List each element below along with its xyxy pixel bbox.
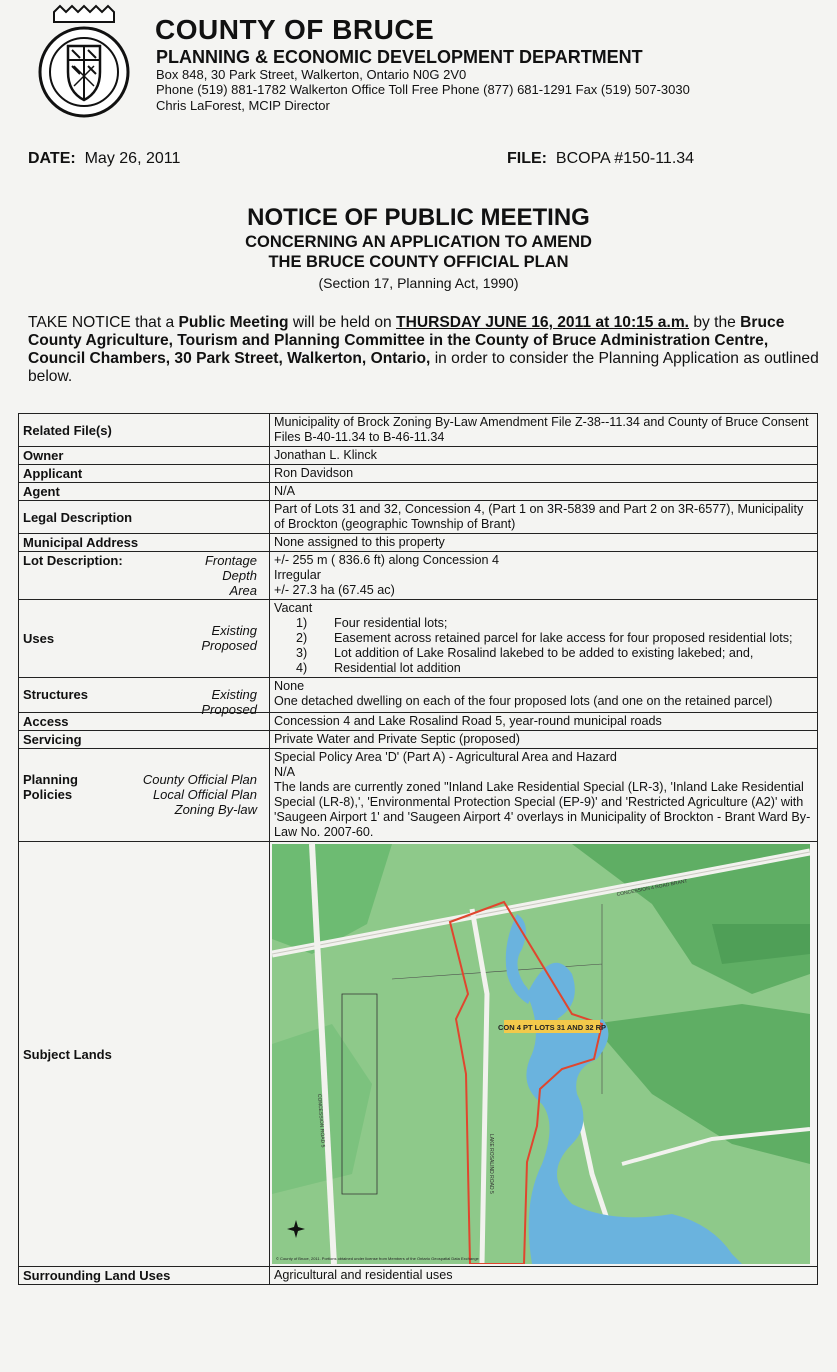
- date-value: May 26, 2011: [84, 150, 181, 167]
- uses-cell: [19, 600, 270, 678]
- structures-cell: [19, 678, 270, 717]
- planning-label-line: Policies: [23, 787, 73, 802]
- area-label: Area: [229, 583, 257, 598]
- planning-sublabels: [143, 772, 257, 817]
- structures-proposed-value: One detached dwelling on each of the four proposed lots (and one on the retained parcel): [274, 694, 773, 708]
- map-copyright: © County of Bruce, 2011. Portions obtained under license from Members of the Ontario Geospatial Data Exchange: [276, 1256, 479, 1261]
- map-road-label: LAKE ROSALIND ROAD 5: [488, 1134, 494, 1194]
- row-subject-lands: [19, 842, 818, 1267]
- subject-lands-map: [272, 844, 810, 1264]
- applicant-label: Applicant: [19, 465, 270, 483]
- municipal-address-value: None assigned to this property: [270, 534, 818, 552]
- agent-value: N/A: [270, 483, 818, 501]
- access-label: Access: [19, 713, 270, 731]
- frontage-label: Frontage: [204, 553, 257, 568]
- structures-proposed-label: Proposed: [201, 702, 257, 717]
- department-name: PLANNING & ECONOMIC DEVELOPMENT DEPARTMENT: [156, 47, 643, 67]
- item-text: Easement across retained parcel for lake access for four proposed residential lots;: [334, 631, 793, 645]
- director-line: Chris LaForest, MCIP Director: [156, 98, 330, 113]
- item-number: 4): [296, 661, 308, 675]
- planning-policies-label: [23, 772, 78, 802]
- intro-text: in order to consider the Planning Application as outlined below.: [28, 350, 819, 385]
- servicing-label: Servicing: [19, 731, 270, 749]
- uses-proposed-item: [274, 616, 813, 631]
- area-value: +/- 27.3 ha (67.45 ac): [274, 583, 395, 597]
- item-number: 1): [296, 616, 308, 630]
- county-plan-label: County Official Plan: [142, 772, 257, 787]
- application-table: [18, 413, 818, 1285]
- related-files-value: Municipality of Brock Zoning By-Law Amendment File Z-38--11.34 and County of Bruce Consent Files B-40-11.34 to B-46-11.34: [270, 414, 818, 447]
- zoning-bylaw-label: Zoning By-law: [174, 802, 257, 817]
- file-label: FILE:: [507, 150, 547, 167]
- intro-meeting: Public Meeting: [178, 314, 289, 331]
- row-planning-policies: [19, 749, 818, 842]
- intro-date-time: THURSDAY JUNE 16, 2011 at 10:15 a.m.: [396, 314, 690, 331]
- item-text: Four residential lots;: [334, 616, 448, 630]
- notice-subtitle-1: CONCERNING AN APPLICATION TO AMEND: [245, 233, 592, 251]
- address: Box 848, 30 Park Street, Walkerton, Ontario N0G 2V0: [156, 67, 467, 82]
- servicing-value: Private Water and Private Septic (proposed): [270, 731, 818, 749]
- structures-values: [270, 678, 818, 713]
- intro-text: TAKE NOTICE that a: [28, 314, 179, 331]
- row-uses: [19, 600, 818, 678]
- planning-policies-values: [270, 749, 818, 842]
- planning-label-line: Planning: [23, 772, 78, 787]
- uses-proposed-item: [274, 631, 813, 646]
- lot-sublabels: [205, 553, 257, 598]
- intro-text: will be held on: [288, 314, 397, 331]
- notice-title: NOTICE OF PUBLIC MEETING: [247, 204, 590, 231]
- lot-description-cell: [19, 552, 270, 600]
- map-road-label: CONCESSION ROAD 5: [316, 1093, 326, 1148]
- row-servicing: [19, 731, 818, 749]
- map-road-label: CONCESSION 4 ROAD BRANT: [616, 878, 689, 898]
- local-plan-value: N/A: [274, 765, 295, 779]
- owner-label: Owner: [19, 447, 270, 465]
- structures-existing-value: None: [274, 679, 305, 693]
- depth-label: Depth: [222, 568, 257, 583]
- intro-committee: Bruce County Agriculture, Tourism and Planning Committee in the County of Bruce Administration Centre, Council Chambers, 30 Park Street, Walkerton, Ontario,: [28, 314, 785, 367]
- date-label: DATE:: [28, 150, 76, 167]
- related-files-label: Related File(s): [19, 414, 270, 447]
- phone-line: Phone (519) 881-1782 Walkerton Office Toll Free Phone (877) 681-1291 Fax (519) 507-3030: [156, 82, 690, 97]
- municipal-address-label: Municipal Address: [19, 534, 270, 552]
- owner-value: Jonathan L. Klinck: [270, 447, 818, 465]
- row-related-files: [19, 414, 818, 447]
- legal-description-label: Legal Description: [19, 501, 270, 534]
- legal-description-value: Part of Lots 31 and 32, Concession 4, (Part 1 on 3R-5839 and Part 2 on 3R-6577), Municipality of Brockton (geographic Township of Brant): [270, 501, 818, 534]
- item-text: Lot addition of Lake Rosalind lakebed to be added to existing lakebed; and,: [334, 646, 754, 660]
- row-legal-description: [19, 501, 818, 534]
- row-owner: [19, 447, 818, 465]
- uses-proposed-item: [274, 646, 813, 661]
- row-applicant: [19, 465, 818, 483]
- zoning-bylaw-value: The lands are currently zoned "Inland Lake Residential Special (LR-3), 'Inland Lake Residential Special (LR-8),', 'Environmental Protection Special (EP-9)' and 'Restricted Agriculture (A2)' with 'Saugeen Airport 1' and 'Saugeen Airport 4' overlays in Municipality of Brockton - Brant Ward By-Law No. 2007-60.: [274, 780, 811, 839]
- surrounding-land-uses-value: Agricultural and residential uses: [270, 1267, 818, 1285]
- county-crest-logo: [36, 4, 132, 122]
- map-subject-label: CON 4 PT LOTS 31 AND 32 RP: [497, 1023, 607, 1032]
- access-value: Concession 4 and Lake Rosalind Road 5, year-round municipal roads: [270, 713, 818, 731]
- frontage-value: +/- 255 m ( 836.6 ft) along Concession 4: [274, 553, 500, 567]
- uses-proposed-label: Proposed: [201, 637, 257, 653]
- uses-proposed-list: [274, 616, 813, 676]
- row-structures: [19, 678, 818, 713]
- intro-paragraph: [28, 314, 828, 386]
- structures-sublabels: [201, 687, 257, 717]
- agent-label: Agent: [19, 483, 270, 501]
- row-access: [19, 713, 818, 731]
- row-municipal-address: [19, 534, 818, 552]
- structures-existing-label: Existing: [211, 687, 257, 702]
- planning-policies-cell: [19, 749, 270, 842]
- local-plan-label: Local Official Plan: [152, 787, 257, 802]
- notice-subtitle-3: (Section 17, Planning Act, 1990): [318, 275, 519, 291]
- file-value: BCOPA #150-11.34: [555, 150, 695, 167]
- surrounding-land-uses-label: Surrounding Land Uses: [19, 1267, 270, 1285]
- org-name: COUNTY OF BRUCE: [155, 14, 435, 45]
- applicant-value: Ron Davidson: [270, 465, 818, 483]
- notice-subtitle-2: THE BRUCE COUNTY OFFICIAL PLAN: [268, 253, 569, 271]
- county-plan-value: Special Policy Area 'D' (Part A) - Agricultural Area and Hazard: [274, 750, 617, 764]
- lot-description-values: [270, 552, 818, 600]
- row-agent: [19, 483, 818, 501]
- uses-existing-value: Vacant: [274, 601, 313, 615]
- item-number: 3): [296, 646, 308, 660]
- file-row: [507, 150, 694, 168]
- uses-sublabels: [201, 623, 257, 653]
- subject-lands-label: Subject Lands: [19, 842, 270, 1267]
- item-text: Residential lot addition: [334, 661, 461, 675]
- lot-description-label: Lot Description:: [23, 553, 123, 568]
- structures-label: Structures: [23, 687, 89, 702]
- intro-text: by the: [689, 314, 741, 331]
- date-row: [28, 150, 180, 168]
- uses-existing-label: Existing: [211, 622, 257, 638]
- depth-value: Irregular: [274, 568, 321, 582]
- subject-lands-map-cell: [270, 842, 818, 1267]
- row-surrounding-land-uses: [19, 1267, 818, 1285]
- item-number: 2): [296, 631, 308, 645]
- uses-label: Uses: [23, 630, 55, 646]
- uses-proposed-item: [274, 661, 813, 676]
- uses-values: [270, 600, 818, 678]
- row-lot-description: [19, 552, 818, 600]
